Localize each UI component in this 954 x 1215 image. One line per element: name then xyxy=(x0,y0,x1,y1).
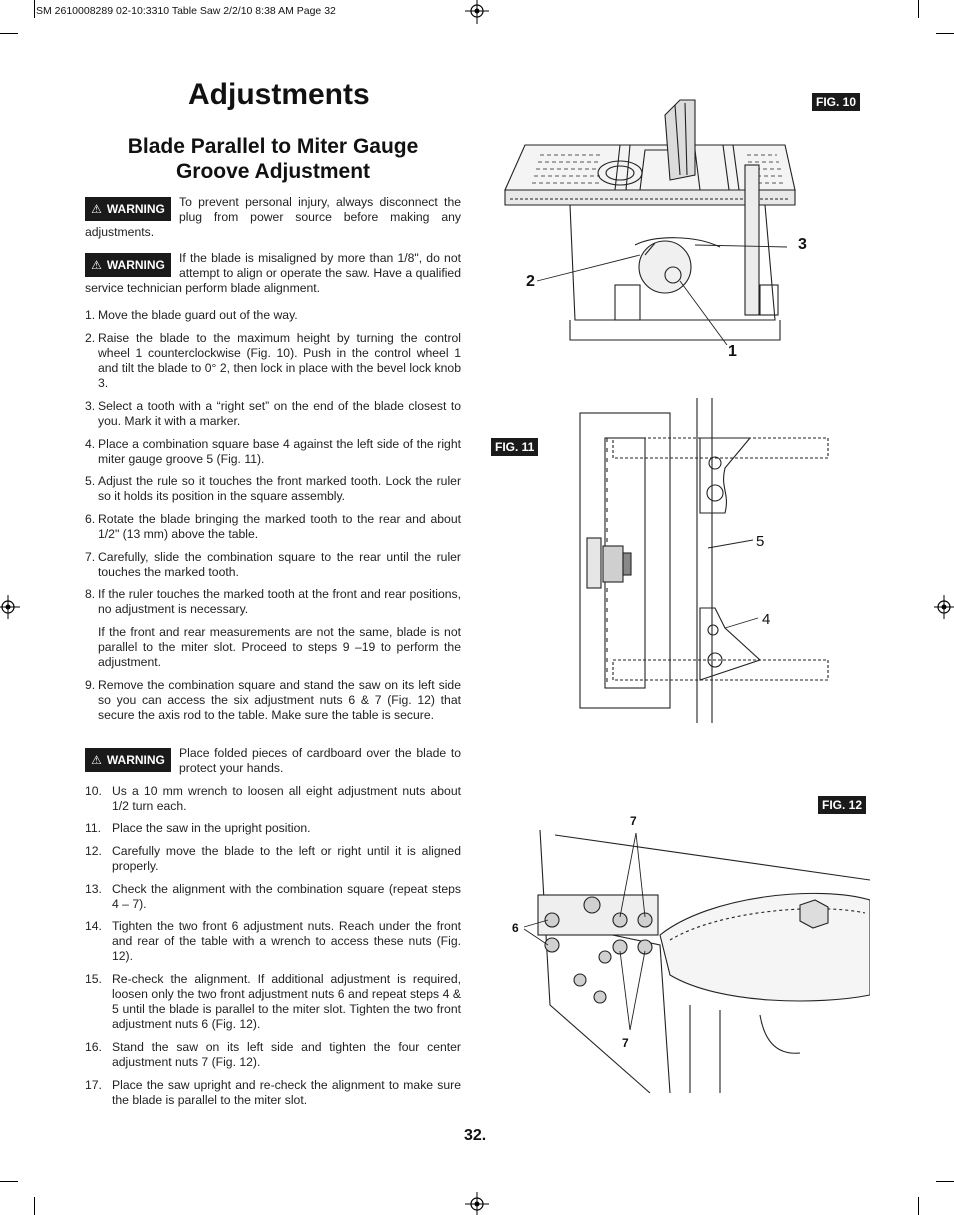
step-7: 7. Carefully, slide the combination square to the rear until the ruler touches the marked tooth. xyxy=(85,550,461,579)
section-heading-line-1: Blade Parallel to Miter Gauge xyxy=(127,135,419,158)
warning-misaligned xyxy=(85,251,461,296)
fig-10-callout-1: 1 xyxy=(728,343,737,360)
step-2: 2. Raise the blade to the maximum height by turning the control wheel 1 counterclockwise (Fig. 10). Push in the control wheel 1 and tilt the blade to 0° 2, then lock in place with the bevel lock knob 3. xyxy=(85,331,461,390)
registration-mark-bottom-icon xyxy=(465,1192,489,1215)
page-title: Adjustments xyxy=(188,78,370,111)
fig-12-callout-7-bottom: 7 xyxy=(622,1036,629,1050)
fig-10-callout-2: 2 xyxy=(526,273,535,290)
step-10: 10. Us a 10 mm wrench to loosen all eight adjustment nuts about 1/2 turn each. xyxy=(85,784,461,813)
fig-10-callout-3: 3 xyxy=(798,236,807,253)
page-number: 32. xyxy=(464,1127,487,1144)
fig-10-label: FIG. 10 xyxy=(812,93,860,111)
step-8: 8. If the ruler touches the marked tooth at the front and rear positions, no adjustment is necessary. xyxy=(85,587,461,616)
step-12: 12. Carefully move the blade to the left or right until it is aligned properly. xyxy=(85,844,461,873)
warning-triangle-icon: ⚠ xyxy=(91,258,102,272)
fig-11-combination-square-illustration xyxy=(575,398,835,723)
registration-mark-right-icon xyxy=(934,595,954,619)
step-16: 16. Stand the saw on its left side and tighten the four center adjustment nuts 7 (Fig. 12). xyxy=(85,1040,461,1069)
step-17: 17. Place the saw upright and re-check the alignment to make sure the blade is parallel to the miter slot. xyxy=(85,1078,461,1107)
warning-triangle-icon: ⚠ xyxy=(91,753,102,767)
section-heading-line-2: Groove Adjustment xyxy=(175,160,371,183)
warning-text: Place folded pieces of cardboard over the blade to protect your hands. xyxy=(179,746,461,775)
step-13: 13. Check the alignment with the combination square (repeat steps 4 – 7). xyxy=(85,882,461,911)
warning-disconnect xyxy=(85,195,461,240)
warning-triangle-icon: ⚠ xyxy=(91,202,102,216)
registration-mark-left-icon xyxy=(0,595,20,619)
step-9: 9. Remove the combination square and stand the saw on its left side so you can access the six adjustment nuts 6 & 7 (Fig. 12) that secure the axis rod to the table. Make sure the table is secure. xyxy=(85,678,461,722)
warning-badge: ⚠ WARNING xyxy=(85,197,171,221)
fig-10-table-saw-illustration xyxy=(495,95,805,345)
step-14: 14. Tighten the two front 6 adjustment nuts. Reach under the front and rear of the table with a wrench to access these nuts (Fig. 12). xyxy=(85,919,461,963)
step-8-note: If the front and rear measurements are not the same, blade is not parallel to the miter slot. Proceed to steps 9 –19 to perform the adjustment. xyxy=(98,625,461,669)
step-6: 6. Rotate the blade bringing the marked tooth to the rear and about 1/2" (13 mm) above the table. xyxy=(85,512,461,541)
step-5: 5. Adjust the rule so it touches the front marked tooth. Lock the ruler so it holds its position in the square assembly. xyxy=(85,474,461,503)
warning-badge: ⚠ WARNING xyxy=(85,253,171,277)
print-slug: SM 2610008289 02-10:3310 Table Saw 2/2/10 8:38 AM Page 32 xyxy=(36,5,336,17)
step-15: 15. Re-check the alignment. If additional adjustment is required, loosen only the two front adjustment nuts 6 and repeat steps 4 & 5 until the blade is parallel to the miter slot. Tighten the two front adjustment nuts 6 (Fig. 12). xyxy=(85,972,461,1031)
fig-11-callout-5: 5 xyxy=(756,533,765,550)
step-1: 1. Move the blade guard out of the way. xyxy=(85,308,298,322)
fig-12-callout-6: 6 xyxy=(512,921,519,935)
registration-mark-top-icon xyxy=(465,0,489,24)
fig-12-adjustment-nuts-illustration xyxy=(520,825,870,1093)
warning-badge: ⚠ WARNING xyxy=(85,748,171,772)
step-11: 11. Place the saw in the upright position. xyxy=(85,821,311,835)
warning-text: If the blade is misaligned by more than 1/8", do not attempt to align or operate the saw. Have a qualified service technician perform blade alignment. xyxy=(85,251,461,295)
fig-11-callout-4: 4 xyxy=(762,611,771,628)
fig-12-label: FIG. 12 xyxy=(818,796,866,814)
fig-12-callout-7-top: 7 xyxy=(630,814,637,828)
warning-text: To prevent personal injury, always disconnect the plug from power source before making any adjustments. xyxy=(85,195,461,239)
step-3: 3. Select a tooth with a “right set” on the end of the blade closest to you. Mark it with a marker. xyxy=(85,399,461,428)
fig-11-label: FIG. 11 xyxy=(491,438,538,456)
step-4: 4. Place a combination square base 4 against the left side of the right miter gauge groove 5 (Fig. 11). xyxy=(85,437,461,466)
warning-cardboard xyxy=(85,746,461,776)
section-heading xyxy=(85,134,461,184)
